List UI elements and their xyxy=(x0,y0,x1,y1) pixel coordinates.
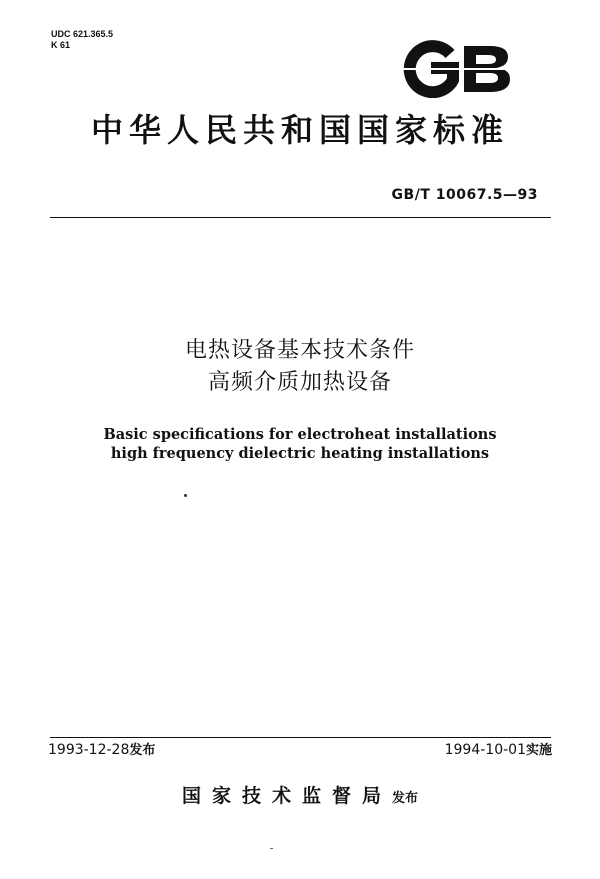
header-divider xyxy=(50,217,551,218)
document-title-en-line1: Basic specifications for electroheat installations xyxy=(103,426,497,443)
standard-number: GB/T 10067.5—93 xyxy=(391,187,538,203)
issuer-line xyxy=(0,781,600,808)
document-title-cn-line1: 电热设备基本技术条件 xyxy=(184,338,415,363)
issue-date: 1993-12-28 xyxy=(48,742,130,758)
stray-dot xyxy=(184,494,187,497)
implementation-date: 1994-10-01 xyxy=(444,742,526,758)
issuer-label: 发布 xyxy=(392,791,419,806)
issue-date-line xyxy=(48,741,155,760)
document-title-en-line2: high frequency dielectric heating installations xyxy=(110,445,490,462)
issuing-authority: 国家技术监督局 xyxy=(181,785,392,807)
document-title-cn-line2: 高频介质加热设备 xyxy=(207,370,392,395)
classification-block xyxy=(51,29,113,51)
implementation-date-line xyxy=(445,741,552,760)
standard-type-title: 中华人民共和国国家标准 xyxy=(90,111,509,149)
implementation-label: 实施 xyxy=(525,743,552,758)
footer-divider xyxy=(50,737,551,738)
gb-logo xyxy=(400,40,518,98)
issue-label: 发布 xyxy=(129,743,156,758)
udc-code: UDC 621.365.5 xyxy=(51,29,114,39)
scan-mark xyxy=(270,848,273,849)
category-code: K 61 xyxy=(51,40,71,50)
